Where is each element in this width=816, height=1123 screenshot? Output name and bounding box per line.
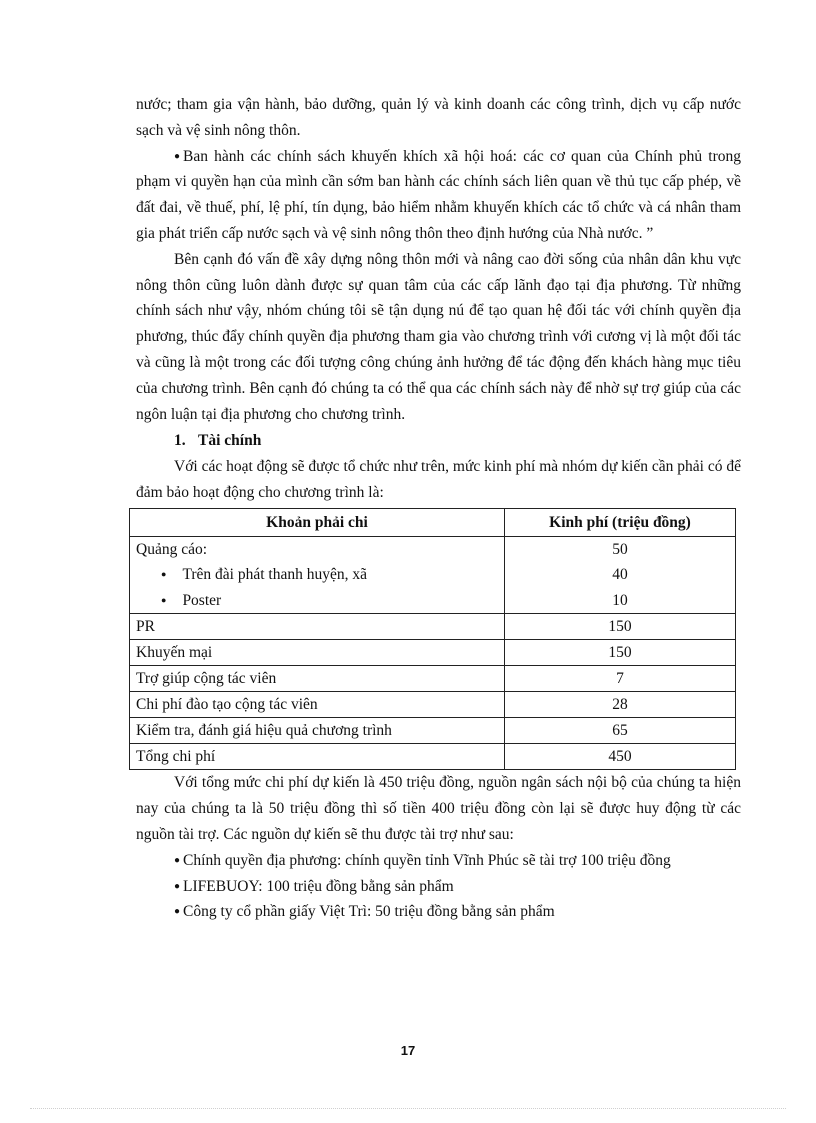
row-label: Khuyến mại	[130, 640, 505, 666]
bullet-icon: ●	[161, 594, 167, 605]
bullet-text: Chính quyền địa phương: chính quyền tỉnh Vĩnh Phúc sẽ tài trợ 100 triệu đồng	[183, 851, 671, 869]
paragraph-budget-intro: Với các hoạt động sẽ được tổ chức như trên, mức kinh phí mà nhóm dự kiến cần phải có để đảm bảo hoạt động cho chương trình là:	[136, 458, 741, 502]
row-value: 150	[505, 640, 736, 666]
row-value: 450	[505, 744, 736, 770]
row-label: Trợ giúp cộng tác viên	[130, 666, 505, 692]
row-label: Chi phí đào tạo cộng tác viên	[130, 692, 505, 718]
advertising-sub-poster	[130, 588, 504, 614]
row-label: Kiểm tra, đánh giá hiệu quả chương trình	[130, 718, 505, 744]
paragraph-funding: Với tổng mức chi phí dự kiến là 450 triệu đồng, nguồn ngân sách nội bộ của chúng ta hiện nay của chúng ta là 50 triệu đồng thì số tiền 400 triệu đồng còn lại sẽ được huy động từ các nguồn tài trợ. Các nguồn dự kiến sẽ thu được tài trợ như sau:	[136, 774, 741, 844]
budget-table	[129, 508, 736, 771]
table-row	[130, 718, 736, 744]
bullet-icon: ●	[174, 880, 181, 892]
bullet-sponsor-local-government	[136, 848, 741, 874]
advertising-sub-poster-value: 10	[612, 591, 628, 609]
advertising-items-cell	[130, 536, 505, 614]
table-header-row	[130, 508, 736, 536]
page-bottom-divider	[30, 1108, 786, 1109]
row-value: 65	[505, 718, 736, 744]
bullet-icon: ●	[161, 569, 167, 580]
advertising-values-cell	[505, 536, 736, 614]
advertising-sub-radio-label: Trên đài phát thanh huyện, xã	[182, 566, 367, 584]
row-label: PR	[130, 614, 505, 640]
section-title: Tài chính	[198, 432, 262, 450]
bullet-icon: ●	[174, 906, 181, 918]
table-row	[130, 640, 736, 666]
paragraph-continuation: nước; tham gia vận hành, bảo dưỡng, quản lý và kinh doanh các công trình, dịch vụ cấp nước sạch và vệ sinh nông thôn.	[136, 96, 741, 139]
advertising-sub-poster-label: Poster	[182, 591, 222, 609]
page-number: 17	[400, 1043, 416, 1058]
bullet-icon: ●	[174, 854, 181, 866]
table-row-advertising	[130, 536, 736, 614]
bullet-text: LIFEBUOY: 100 triệu đồng bằng sản phẩm	[183, 877, 454, 895]
bullet-text: Ban hành các chính sách khuyến khích xã hội hoá: các cơ quan của Chính phủ trong phạm vi quyền hạn của mình cần sớm ban hành các chính sách liên quan về thủ tục cấp phép, về đất đai, về thuế, phí, lệ phí, tín dụng, bảo hiểm nhằm khuyến khích các tổ chức và cá nhân tham gia phát triển cấp nước sạch và vệ sinh nông thôn theo định hướng của Nhà nước. ”	[136, 147, 741, 242]
paragraph-local-authority: Bên cạnh đó vấn đề xây dựng nông thôn mới và nâng cao đời sống của nhân dân khu vực nông thôn cũng luôn dành được sự quan tâm của các cấp lãnh đạo tại địa phương. Từ những chính sách như vậy, nhóm chúng tôi sẽ tận dụng nú để tạo quan hệ đối tác với chính quyền địa phương, thúc đẩy chính quyền địa phương tham gia vào chương trình với cương vị là một đối tác và cũng là một trong các đối tượng công chúng ảnh hưởng để tác động đến khách hàng mục tiêu của chương trình. Bên cạnh đó chúng ta có thể qua các chính sách này để nhờ sự trợ giúp của các ngôn luận tại địa phương cho chương trình.	[136, 250, 741, 423]
advertising-label: Quảng cáo:	[136, 540, 208, 558]
row-value: 150	[505, 614, 736, 640]
row-label: Tổng chi phí	[130, 744, 505, 770]
bullet-sponsor-lifebuoy	[136, 874, 741, 900]
bullet-sponsor-viet-tri-paper	[136, 899, 741, 925]
document-body	[136, 92, 741, 925]
bullet-paragraph-policy	[136, 144, 741, 247]
advertising-sub-radio-value: 40	[612, 566, 628, 584]
column-header-item: Khoản phải chi	[130, 508, 505, 536]
advertising-sub-radio	[130, 562, 504, 588]
row-value: 28	[505, 692, 736, 718]
table-row	[130, 614, 736, 640]
bullet-icon: ●	[174, 150, 181, 162]
column-header-cost: Kinh phí (triệu đồng)	[505, 508, 736, 536]
table-row	[130, 666, 736, 692]
row-value: 7	[505, 666, 736, 692]
section-heading-finance	[174, 427, 741, 454]
section-number: 1.	[174, 432, 186, 450]
table-row-total	[130, 744, 736, 770]
table-row	[130, 692, 736, 718]
advertising-value: 50	[612, 540, 628, 558]
bullet-text: Công ty cổ phần giấy Việt Trì: 50 triệu đồng bằng sản phẩm	[183, 903, 555, 921]
